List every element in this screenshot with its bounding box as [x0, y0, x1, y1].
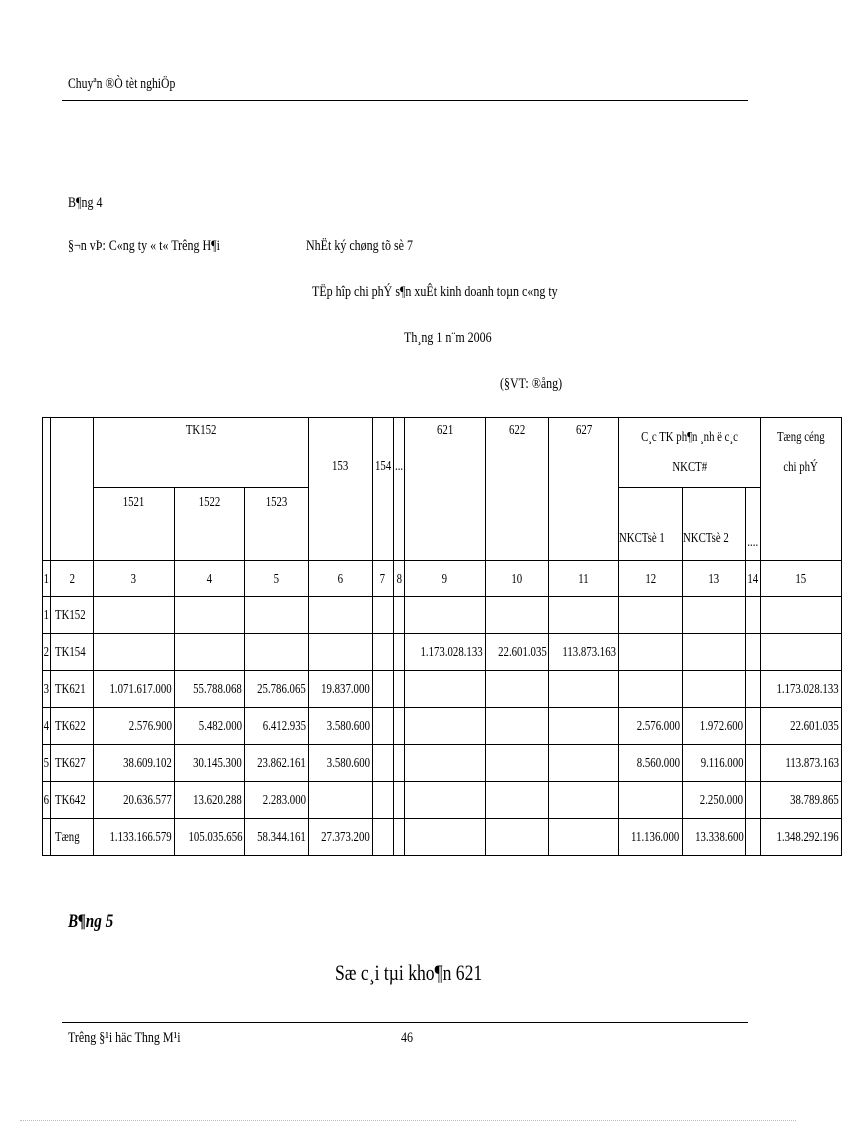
table-cell: 1 [43, 597, 51, 634]
table-cell [746, 745, 761, 782]
table-cell [308, 634, 372, 671]
footer-rule [62, 1022, 748, 1023]
table-cell [174, 597, 245, 634]
table-cell: 9.116.000 [682, 745, 746, 782]
table-cell [682, 597, 746, 634]
journal-title: NhËt ký chøng tõ sè 7 [306, 238, 413, 254]
table-cell: 19.837.000 [308, 671, 372, 708]
table-cell: 27.373.200 [308, 819, 372, 856]
header-cell-empty [43, 418, 51, 561]
column-number: 3 [94, 561, 175, 597]
header-cell-empty [50, 418, 93, 561]
table-cell: 1.071.617.000 [94, 671, 175, 708]
header-154: 154 [372, 418, 393, 561]
table-cell: 113.873.163 [760, 745, 841, 782]
table-cell [405, 782, 486, 819]
header-nkct1: NKCTsè 1 [619, 488, 682, 561]
table-row [43, 782, 842, 819]
column-number: 7 [372, 561, 393, 597]
table-cell [760, 597, 841, 634]
table-cell [94, 597, 175, 634]
table-cell: 1.348.292.196 [760, 819, 841, 856]
table-cell [485, 819, 549, 856]
column-number: 14 [746, 561, 761, 597]
table-cell: 58.344.161 [245, 819, 309, 856]
header-nkct2: NKCTsè 2 [682, 488, 746, 561]
table-cell [308, 597, 372, 634]
table-cell [485, 745, 549, 782]
column-number: 8 [393, 561, 404, 597]
header-1522: 1522 [174, 488, 245, 561]
header-total: Tæng céng chi phÝ [760, 418, 841, 561]
column-number: 12 [619, 561, 682, 597]
table-cell [372, 819, 393, 856]
table-cell [549, 708, 619, 745]
table-cell [372, 745, 393, 782]
table-cell: 113.873.163 [549, 634, 619, 671]
table-cell [393, 745, 404, 782]
table-cell: 23.862.161 [245, 745, 309, 782]
table-cell [549, 745, 619, 782]
table-label: B¶ng 4 [68, 195, 103, 211]
table-cell [549, 671, 619, 708]
table-cell [549, 819, 619, 856]
table-cell: 6.412.935 [245, 708, 309, 745]
table-cell: TK622 [50, 708, 93, 745]
column-number: 5 [245, 561, 309, 597]
table-cell [393, 819, 404, 856]
header-621: 621 [405, 418, 486, 561]
header-tk152: TK152 [94, 418, 309, 488]
table-cell: 30.145.300 [174, 745, 245, 782]
table-subtitle: TËp hîp chi phÝ s¶n xuÊt kinh doanh toµn c«ng ty [312, 284, 558, 300]
header-title: Chuyªn ®Ò tèt nghiÖp [68, 76, 176, 92]
table-cell: 1.972.600 [682, 708, 746, 745]
table-cell [372, 597, 393, 634]
table-cell: TK154 [50, 634, 93, 671]
table-cell: TK152 [50, 597, 93, 634]
table-cell: 22.601.035 [485, 634, 549, 671]
table-cell [485, 671, 549, 708]
table-cell: 13.620.288 [174, 782, 245, 819]
table-cell: 38.789.865 [760, 782, 841, 819]
table-cell [619, 671, 682, 708]
table-cell [94, 634, 175, 671]
header-622: 622 [485, 418, 549, 561]
table-cell: 25.786.065 [245, 671, 309, 708]
table-cell [405, 745, 486, 782]
table-row [43, 597, 842, 634]
next-table-label: B¶ng 5 [68, 911, 114, 932]
header-153: 153 [308, 418, 372, 561]
table-cell [393, 634, 404, 671]
header-dots: ... [393, 418, 404, 561]
column-number: 13 [682, 561, 746, 597]
table-cell [405, 708, 486, 745]
table-cell: 3.580.600 [308, 708, 372, 745]
table-cell: 3.580.600 [308, 745, 372, 782]
table-cell: 38.609.102 [94, 745, 175, 782]
table-cell [746, 634, 761, 671]
table-cell: 13.338.600 [682, 819, 746, 856]
header-rule [62, 100, 748, 101]
table-row [43, 708, 842, 745]
page-number: 46 [401, 1030, 413, 1046]
table-cell [619, 782, 682, 819]
table-cell [746, 671, 761, 708]
table-cell [485, 708, 549, 745]
table-row [43, 745, 842, 782]
table-cell [393, 671, 404, 708]
table-cell [682, 634, 746, 671]
journal-table [42, 417, 842, 856]
table-cell [372, 634, 393, 671]
table-cell: 2.576.900 [94, 708, 175, 745]
table-cell: 3 [43, 671, 51, 708]
table-cell: TK642 [50, 782, 93, 819]
unit-line: §¬n vÞ: C«ng ty « t« Trêng H¶i [68, 238, 220, 254]
table-cell: 2.576.000 [619, 708, 682, 745]
table-cell [174, 634, 245, 671]
table-cell [549, 597, 619, 634]
column-number: 4 [174, 561, 245, 597]
table-cell [393, 597, 404, 634]
column-number: 9 [405, 561, 486, 597]
column-number: 2 [50, 561, 93, 597]
column-number: 11 [549, 561, 619, 597]
table-cell [746, 819, 761, 856]
header-1523: 1523 [245, 488, 309, 561]
table-cell: TK627 [50, 745, 93, 782]
footer-school: Trêng §¹i häc Thng M¹i [68, 1030, 181, 1046]
header-1521: 1521 [94, 488, 175, 561]
table-cell: 2.283.000 [245, 782, 309, 819]
header-dots2: .... [746, 488, 761, 561]
next-table-title: Sæ c¸i tµi kho¶n 621 [335, 960, 483, 985]
table-cell [393, 708, 404, 745]
table-row [43, 671, 842, 708]
table-cell: 1.173.028.133 [405, 634, 486, 671]
table-cell: 5.482.000 [174, 708, 245, 745]
table-cell: 2.250.000 [682, 782, 746, 819]
table-cell [245, 634, 309, 671]
table-cell: 5 [43, 745, 51, 782]
table-cell [372, 671, 393, 708]
table-cell: 6 [43, 782, 51, 819]
table-cell: 8.560.000 [619, 745, 682, 782]
table-cell [485, 597, 549, 634]
table-cell [619, 597, 682, 634]
table-cell: 1.173.028.133 [760, 671, 841, 708]
table-cell [405, 671, 486, 708]
table-cell: 22.601.035 [760, 708, 841, 745]
table-cell [308, 782, 372, 819]
table-cell [746, 782, 761, 819]
table-cell [549, 782, 619, 819]
table-cell [393, 782, 404, 819]
table-cell: 55.788.068 [174, 671, 245, 708]
table-cell [682, 671, 746, 708]
table-cell: 2 [43, 634, 51, 671]
page-edge [20, 1120, 796, 1121]
table-cell [43, 819, 51, 856]
table-cell [485, 782, 549, 819]
table-cell: 1.133.166.579 [94, 819, 175, 856]
table-cell [619, 634, 682, 671]
table-cell [372, 708, 393, 745]
table-row [43, 634, 842, 671]
header-627: 627 [549, 418, 619, 561]
column-number: 10 [485, 561, 549, 597]
table-cell: TK621 [50, 671, 93, 708]
period: Th¸ng 1 n¨m 2006 [404, 330, 492, 346]
column-number: 15 [760, 561, 841, 597]
column-number-row [43, 561, 842, 597]
table-cell [405, 597, 486, 634]
table-cell [405, 819, 486, 856]
currency-unit: (§VT: ®ång) [500, 376, 563, 392]
table-cell [746, 708, 761, 745]
header-other-accounts: C¸c TK ph¶n ¸nh ë c¸c NKCT# [619, 418, 761, 488]
table-cell: 4 [43, 708, 51, 745]
table-cell: 105.035.656 [174, 819, 245, 856]
table-cell [746, 597, 761, 634]
table-cell [245, 597, 309, 634]
table-cell: 11.136.000 [619, 819, 682, 856]
table-cell [372, 782, 393, 819]
table-cell: Tæng [50, 819, 93, 856]
table-cell: 20.636.577 [94, 782, 175, 819]
table-cell [760, 634, 841, 671]
column-number: 1 [43, 561, 51, 597]
table-row [43, 819, 842, 856]
column-number: 6 [308, 561, 372, 597]
